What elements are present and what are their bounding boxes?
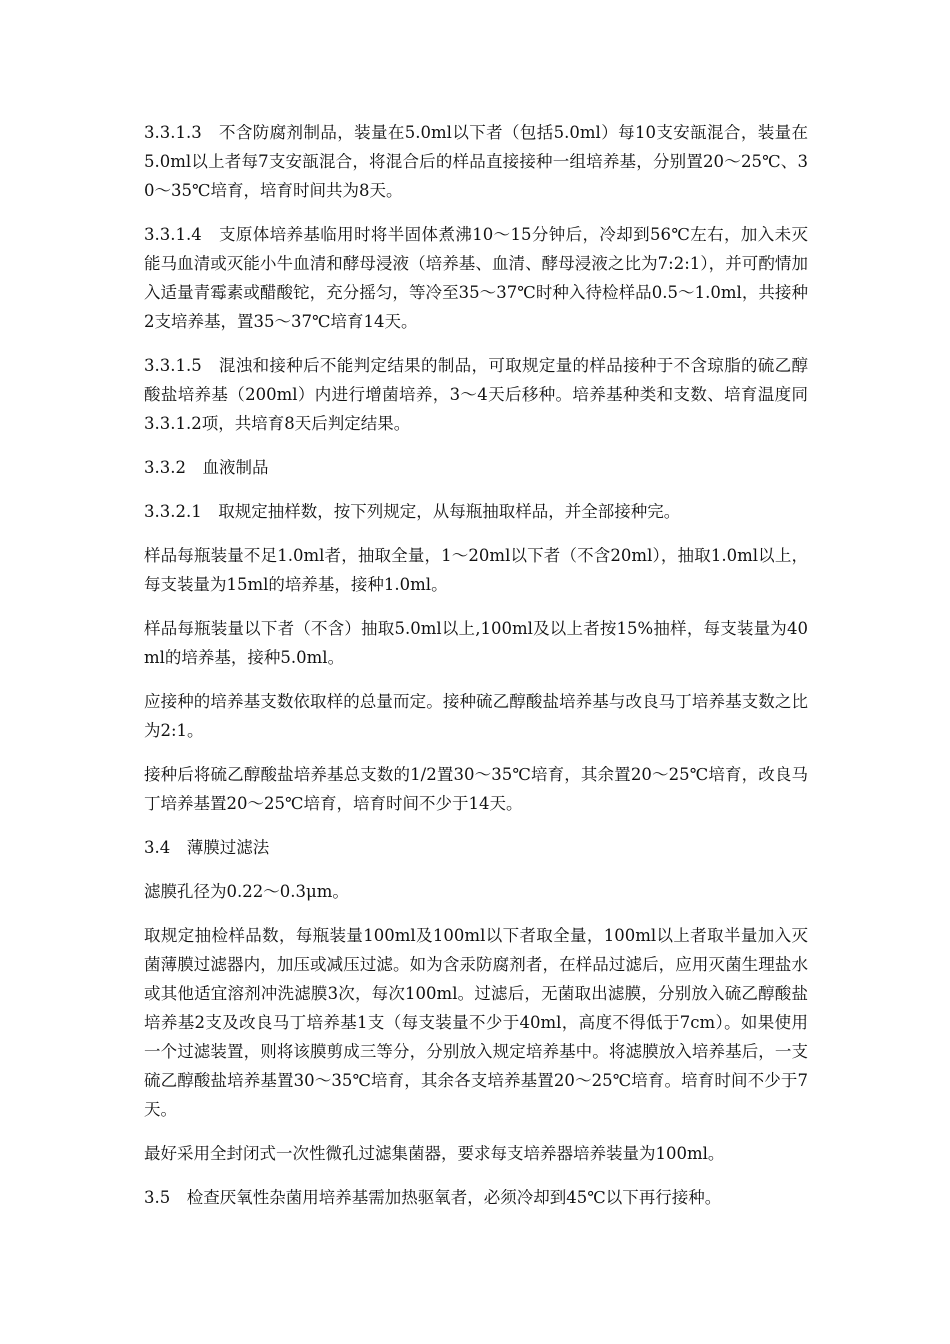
paragraph-medium-count: 应接种的培养基支数依取样的总量而定。接种硫乙醇酸盐培养基与改良马丁培养基支数之比为2:1。 <box>144 692 808 740</box>
paragraph-3-3-2-1: 3.3.2.1 取规定抽样数，按下列规定，从每瓶抽取样品，并全部接种完。 <box>144 502 681 521</box>
paragraph-3-3-1-3: 3.3.1.3 不含防腐剂制品，装量在5.0ml以下者（包括5.0ml）每10支安瓿混合，装量在5.0ml以上者每7支安瓿混合，将混合后的样品直接接种一组培养基，分别置20～25℃、30～35℃培育，培育时间共为8天。 <box>144 123 808 200</box>
document-page <box>144 118 808 1227</box>
paragraph-sample-5ml: 样品每瓶装量以下者（不含）抽取5.0ml以上,100ml及以上者按15%抽样，每支装量为40ml的培养基，接种5.0ml。 <box>144 619 808 667</box>
paragraph-sample-under-1ml: 样品每瓶装量不足1.0ml者，抽取全量，1～20ml以下者（不含20ml），抽取1.0ml以上，每支装量为15ml的培养基，接种1.0ml。 <box>144 546 808 594</box>
paragraph-3-3-1-5: 3.3.1.5 混浊和接种后不能判定结果的制品，可取规定量的样品接种于不含琼脂的硫乙醇酸盐培养基（200ml）内进行增菌培养，3～4天后移种。培养基种类和支数、培育温度同3.3.1.2项，共培育8天后判定结果。 <box>144 356 808 433</box>
paragraph-3-5: 3.5 检查厌氧性杂菌用培养基需加热驱氧者，必须冷却到45℃以下再行接种。 <box>144 1188 722 1207</box>
paragraph-pore-size: 滤膜孔径为0.22～0.3μm。 <box>144 882 349 901</box>
paragraph-incubation: 接种后将硫乙醇酸盐培养基总支数的1/2置30～35℃培育，其余置20～25℃培育，改良马丁培养基置20～25℃培育，培育时间不少于14天。 <box>144 765 808 813</box>
paragraph-filtration-procedure: 取规定抽检样品数，每瓶装量100ml及100ml以下者取全量，100ml以上者取半量加入灭菌薄膜过滤器内，加压或减压过滤。如为含汞防腐剂者，在样品过滤后，应用灭菌生理盐水或其他适宜溶剂冲洗滤膜3次，每次100ml。过滤后，无菌取出滤膜，分别放入硫乙醇酸盐培养基2支及改良马丁培养基1支（每支装量不少于40ml，高度不得低于7cm）。如果使用一个过滤装置，则将该膜剪成三等分，分别放入规定培养基中。将滤膜放入培养基后，一支硫乙醇酸盐培养基置30～35℃培育，其余各支培养基置20～25℃培育。培育时间不少于7天。 <box>144 926 808 1119</box>
paragraph-3-3-1-4: 3.3.1.4 支原体培养基临用时将半固体煮沸10～15分钟后，冷却到56℃左右，加入未灭能马血清或灭能小牛血清和酵母浸液（培养基、血清、酵母浸液之比为7:2:1），并可酌情加入适量青霉素或醋酸铊，充分摇匀，等冷至35～37℃时种入待检样品0.5～1.0ml，共接种2支培养基，置35～37℃培育14天。 <box>144 225 808 331</box>
section-heading-3-3-2: 3.3.2 血液制品 <box>144 458 269 477</box>
section-heading-3-4: 3.4 薄膜过滤法 <box>144 838 270 857</box>
paragraph-closed-filter: 最好采用全封闭式一次性微孔过滤集菌器，要求每支培养器培养装量为100ml。 <box>144 1144 725 1163</box>
